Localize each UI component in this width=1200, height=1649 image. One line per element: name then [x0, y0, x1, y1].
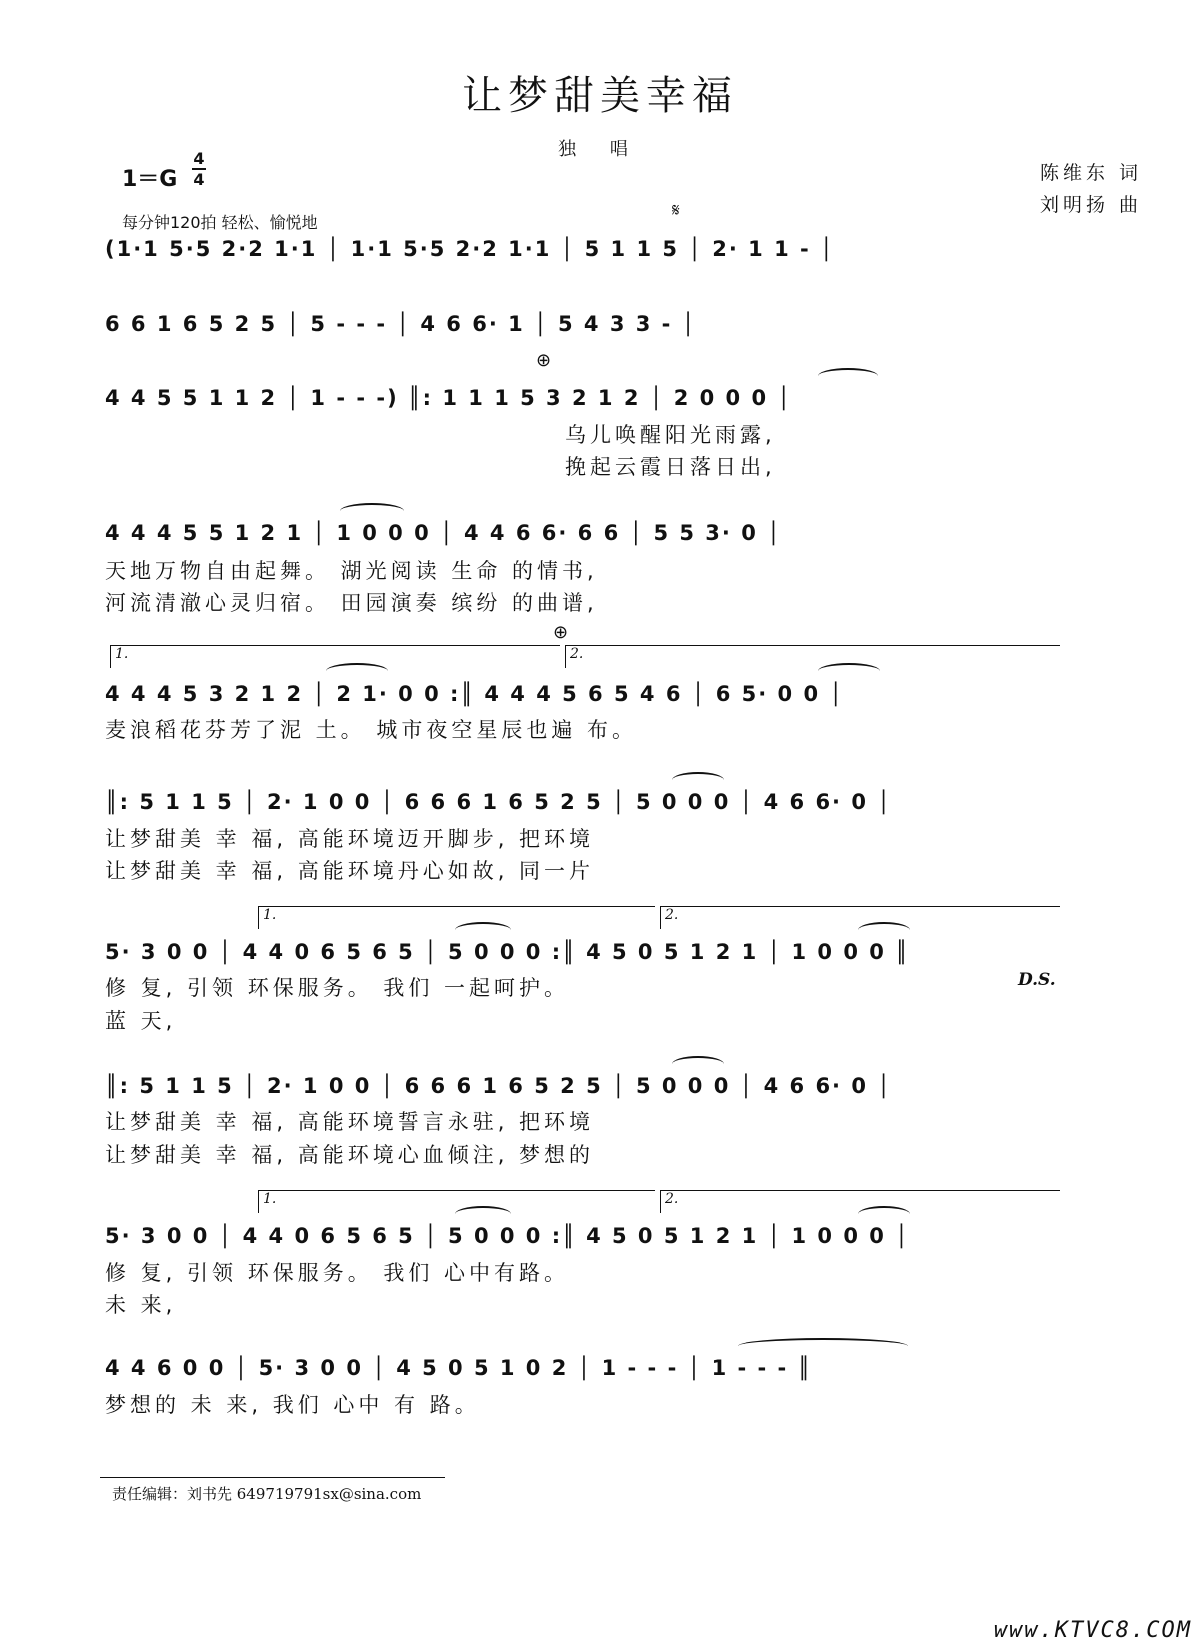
lyricist-credit: 陈维东 词	[1039, 162, 1142, 184]
time-signature-top: 4	[193, 149, 205, 168]
lyric-line: 未 来,	[105, 1293, 177, 1317]
tie-mark	[818, 368, 878, 384]
notation-row-3: 4 4 5 5 1 1 2 │ 1 - - -) ║: 1 1 1 5 3 2 1 2 │ 2 0 0 0 │	[105, 386, 793, 410]
volta-bracket-1: 1.	[110, 645, 560, 668]
lyric-line: 让梦甜美 幸 福, 高能环境誓言永驻, 把环境	[105, 1110, 595, 1134]
notation-row-6: ║: 5 1 1 5 │ 2· 1 0 0 │ 6 6 6 1 6 5 2 5 │ 5 0 0 0 │ 4 6 6· 0 │	[105, 790, 892, 814]
volta-bracket-2: 2.	[660, 1190, 1060, 1213]
tie-mark	[455, 922, 511, 938]
time-signature	[192, 150, 206, 188]
tie-mark	[738, 1338, 908, 1354]
lyric-line: 乌儿唤醒阳光雨露,	[565, 423, 776, 447]
coda-icon: ⊕	[553, 622, 569, 643]
lyric-line: 河流清澈心灵归宿。 田园演奏 缤纷 的曲谱,	[105, 591, 598, 615]
notation-row-8: ║: 5 1 1 5 │ 2· 1 0 0 │ 6 6 6 1 6 5 2 5 │ 5 0 0 0 │ 4 6 6· 0 │	[105, 1074, 892, 1098]
lyric-line: 蓝 天,	[105, 1009, 177, 1033]
tie-mark	[858, 1206, 910, 1222]
lyric-line: 让梦甜美 幸 福, 高能环境丹心如故, 同一片	[105, 859, 595, 883]
site-watermark: www.KTVC8.COM	[993, 1618, 1192, 1643]
lyric-line: 麦浪稻花芬芳了泥 土。 城市夜空星辰也遍 布。	[105, 718, 638, 742]
key-signature: 1＝G	[122, 167, 178, 192]
volta-bracket-1: 1.	[258, 1190, 655, 1213]
footer-divider	[100, 1477, 445, 1478]
volta-bracket-2: 2.	[565, 645, 1060, 668]
dal-segno-marking: D.S.	[1018, 970, 1056, 990]
lyric-line: 修 复, 引领 环保服务。 我们 一起呵护。	[105, 976, 570, 1000]
volta-bracket-1: 1.	[258, 906, 655, 929]
lyric-line: 让梦甜美 幸 福, 高能环境迈开脚步, 把环境	[105, 827, 595, 851]
notation-row-9: 5· 3 0 0 │ 4 4 0 6 5 6 5 │ 5 0 0 0 :║ 4 5 0 5 1 2 1 │ 1 0 0 0 │	[105, 1224, 910, 1248]
notation-row-10: 4 4 6 0 0 │ 5· 3 0 0 │ 4 5 0 5 1 0 2 │ 1 - - - │ 1 - - - ║	[105, 1356, 813, 1380]
lyric-line: 挽起云霞日落日出,	[565, 455, 776, 479]
tempo-marking: 每分钟120拍 轻松、愉悦地	[122, 213, 318, 232]
notation-row-7: 5· 3 0 0 │ 4 4 0 6 5 6 5 │ 5 0 0 0 :║ 4 5 0 5 1 2 1 │ 1 0 0 0 ║	[105, 940, 910, 964]
volta-bracket-2: 2.	[660, 906, 1060, 929]
tie-mark	[858, 922, 910, 938]
tie-mark	[455, 1206, 511, 1222]
coda-icon: ⊕	[536, 350, 552, 371]
lyric-line: 天地万物自由起舞。 湖光阅读 生命 的情书,	[105, 559, 598, 583]
composer-credit: 刘明扬 曲	[1039, 194, 1142, 216]
tie-mark	[818, 663, 880, 679]
notation-row-4: 4 4 4 5 5 1 2 1 │ 1 0 0 0 │ 4 4 6 6· 6 6 │ 5 5 3· 0 │	[105, 521, 782, 545]
lyric-line: 梦想的 未 来, 我们 心中 有 路。	[105, 1393, 480, 1417]
notation-row-1: (1·1 5·5 2·2 1·1 │ 1·1 5·5 2·2 1·1 │ 5 1 1 5 │ 2· 1 1 - │	[105, 237, 835, 261]
notation-row-5: 4 4 4 5 3 2 1 2 │ 2 1· 0 0 :║ 4 4 4 5 6 5 4 6 │ 6 5· 0 0 │	[105, 682, 845, 706]
notation-row-2: 6 6 1 6 5 2 5 │ 5 - - - │ 4 6 6· 1 │ 5 4 3 3 - │	[105, 312, 697, 336]
lyric-line: 修 复, 引领 环保服务。 我们 心中有路。	[105, 1261, 570, 1285]
segno-icon: 𝄋	[672, 200, 680, 221]
tie-mark	[672, 1056, 724, 1072]
tie-mark	[672, 772, 724, 788]
tie-mark	[326, 663, 388, 679]
editor-credit: 责任编辑：刘书先 649719791sx@sina.com	[112, 1485, 422, 1503]
lyric-line: 让梦甜美 幸 福, 高能环境心血倾注, 梦想的	[105, 1143, 595, 1167]
performance-type: 独 唱	[558, 139, 642, 160]
time-signature-bottom: 4	[193, 170, 205, 189]
score-title: 让梦甜美幸福	[462, 73, 738, 119]
tie-mark	[340, 503, 404, 519]
